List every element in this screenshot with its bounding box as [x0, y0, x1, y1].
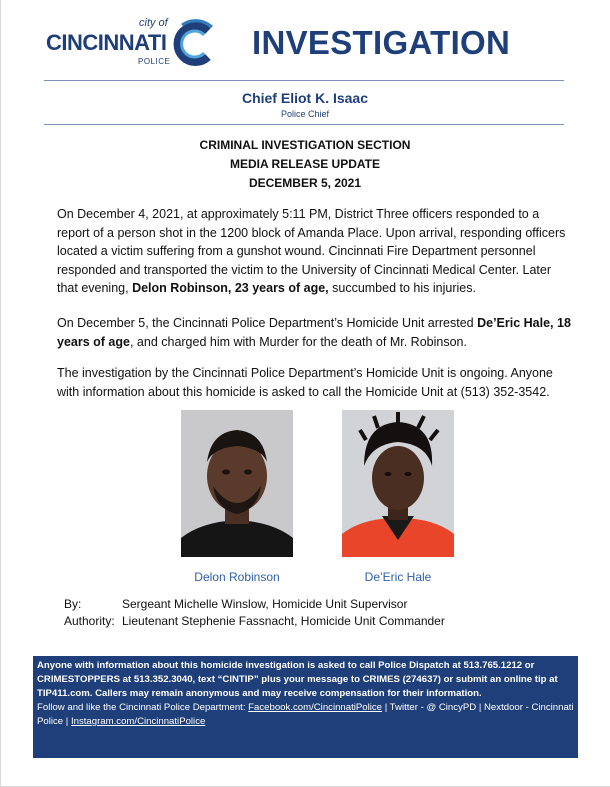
credit-by: [64, 596, 445, 613]
credit-authority: [64, 613, 445, 630]
tip-footer-box: [33, 656, 578, 758]
instagram-link[interactable]: Instagram.com/CincinnatiPolice: [70, 716, 206, 727]
person-photo-icon: [181, 410, 293, 557]
by-label: By:: [64, 597, 82, 611]
chief-name: Chief Eliot K. Isaac: [241, 90, 369, 106]
c-logo-icon: [168, 19, 218, 69]
logo-city-of: city of: [139, 17, 168, 29]
person-photo-icon: [342, 410, 454, 557]
release-headings: [0, 136, 610, 193]
p1-text-end: succumbed to his injuries.: [328, 281, 476, 295]
page-title: INVESTIGATION: [252, 24, 511, 61]
header-divider: [44, 80, 564, 81]
section-heading: CRIMINAL INVESTIGATION SECTION: [199, 138, 411, 152]
tip-text: Anyone with information about this homicide investigation is asked to call Police Dispatch at 513.765.1212 or CRIMESTOPPERS at 513.352.3040, text “CINTIP” plus your message to CRIMES (274637) or submit an online tip at TIP411.com. Callers may remain anonymous and may receive compensation for their information.: [37, 660, 558, 699]
credits: [64, 596, 445, 630]
suspect-name: De’Eric Hale, 18 years of age: [57, 316, 571, 349]
logo-police: POLICE: [138, 57, 171, 66]
authority-label: Authority:: [64, 614, 115, 628]
caption-delon-robinson: Delon Robinson: [194, 570, 280, 584]
social-links: [37, 701, 574, 729]
paragraph-incident: [57, 205, 571, 298]
date-heading: DECEMBER 5, 2021: [248, 176, 362, 190]
follow-mid: | Twitter - @ CincyPD | Nextdoor - Cincinnati Police |: [37, 702, 574, 727]
p2-text: On December 5, the Cincinnati Police Department’s Homicide Unit arrested: [57, 316, 478, 330]
authority-value: Lieutenant Stephenie Fassnacht, Homicide Unit Commander: [122, 614, 445, 628]
by-value: Sergeant Michelle Winslow, Homicide Unit Supervisor: [122, 597, 408, 611]
p1-text: On December 4, 2021, at approximately 5:11 PM, District Three officers responded to a report of a person shot in the 1200 block of Amanda Place. Upon arrival, responding officers located a victim suffering from a gunshot wound. Cincinnati Fire Department personnel responded and transported the victim to the University of Cincinnati Medical Center. Later that evening,: [57, 207, 566, 295]
cincinnati-police-logo: [46, 17, 216, 69]
p2-text-end: , and charged him with Murder for the death of Mr. Robinson.: [129, 334, 467, 349]
photo-delon-robinson: [181, 410, 293, 557]
release-heading: MEDIA RELEASE UPDATE: [229, 157, 380, 171]
paragraph-ongoing: The investigation by the Cincinnati Police Department’s Homicide Unit is ongoing. Anyone with information about this homicide is asked to call the Homicide Unit at (513) 352-3542.: [57, 366, 553, 399]
follow-prefix: Follow and like the Cincinnati Police Department:: [37, 702, 249, 713]
chief-title: Police Chief: [280, 109, 330, 119]
caption-deeric-hale: De’Eric Hale: [364, 570, 432, 584]
victim-name: Delon Robinson, 23 years of age,: [132, 281, 329, 295]
facebook-link[interactable]: Facebook.com/CincinnatiPolice: [248, 702, 383, 713]
logo-name: CINCINNATI: [46, 30, 167, 55]
paragraph-arrest: [57, 314, 571, 351]
chief-divider: [44, 124, 564, 125]
photo-deeric-hale: [342, 410, 454, 557]
